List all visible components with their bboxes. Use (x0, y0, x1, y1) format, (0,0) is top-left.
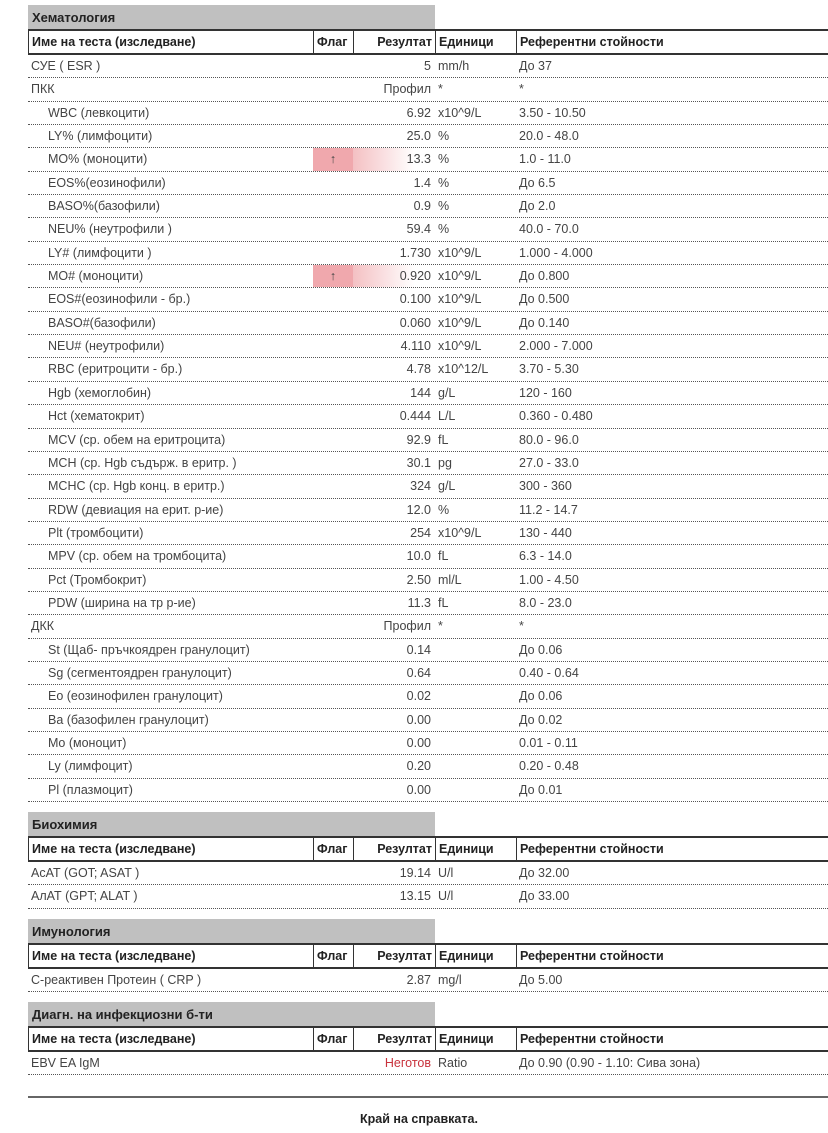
section-0 (28, 5, 828, 802)
test-name-cell: WBC (левкоцити) (48, 105, 150, 120)
test-name-cell: ДКК (31, 619, 55, 634)
result-cell: 0.060 (399, 315, 431, 330)
result-cell: 5 (424, 59, 431, 73)
result-cell: 0.00 (406, 782, 431, 797)
units-cell: Ratio (438, 1056, 468, 1071)
test-name-cell: BASO%(базофили) (48, 199, 160, 214)
header-result: Резултат (354, 1028, 436, 1050)
units-cell: x10^9/L (438, 315, 482, 330)
reference-range-cell: 2.000 - 7.000 (519, 339, 593, 354)
table-row (28, 78, 828, 101)
reference-range-cell: До 5.00 (519, 972, 563, 987)
test-name-cell: NEU# (неутрофили) (48, 339, 165, 354)
result-cell: 0.20 (406, 759, 431, 774)
test-name-cell: АлАТ (GPT; ALAT ) (31, 889, 138, 904)
result-cell: 13.3 (353, 148, 435, 170)
table-header (28, 1026, 828, 1052)
section-title: Имунология (28, 919, 435, 943)
test-name-cell: MPV (ср. обем на тромбоцита) (48, 549, 227, 564)
reference-range-cell: До 32.00 (519, 866, 570, 880)
flag-cell (313, 242, 353, 264)
test-name-cell: RBC (еритроцити - бр.) (48, 362, 183, 377)
header-test-name: Име на теста (изследване) (29, 1028, 314, 1050)
units-cell: ml/L (438, 572, 462, 587)
table-row (28, 685, 828, 708)
flag-cell (313, 569, 353, 591)
flag-cell (313, 405, 353, 427)
table-row (28, 405, 828, 428)
table-row (28, 312, 828, 335)
table-row (28, 55, 828, 78)
header-result: Резултат (354, 31, 436, 53)
test-name-cell: АсАТ (GOT; ASAT ) (31, 866, 140, 880)
test-name-cell: EBV EA IgM (31, 1056, 100, 1071)
section-2 (28, 909, 828, 992)
result-cell: 0.64 (406, 665, 431, 680)
table-row (28, 499, 828, 522)
table-row (28, 242, 828, 265)
test-name-cell: Hgb (хемоглобин) (48, 385, 152, 400)
units-cell (435, 779, 516, 801)
header-flag: Флаг (314, 838, 354, 860)
header-result: Резултат (354, 838, 436, 860)
header-units: Единици (436, 31, 517, 53)
test-name-cell: MCV (ср. обем на еритроцита) (48, 432, 226, 447)
flag-cell (313, 545, 353, 567)
flag-cell (313, 499, 353, 521)
result-cell: 12.0 (406, 502, 431, 517)
result-cell: 2.50 (406, 572, 431, 587)
flag-cell (313, 969, 353, 991)
reference-range-cell: * (519, 82, 524, 97)
flag-cell (313, 709, 353, 731)
result-cell: Неготов (384, 1056, 431, 1071)
flag-cell (313, 358, 353, 380)
table-row (28, 148, 828, 171)
reference-range-cell: 0.360 - 0.480 (519, 409, 593, 424)
table-row (28, 382, 828, 405)
reference-range-cell: 0.40 - 0.64 (519, 665, 579, 680)
table-header (28, 836, 828, 862)
units-cell: mg/l (438, 972, 462, 987)
section-gap (28, 992, 828, 1002)
reference-range-cell: 40.0 - 70.0 (519, 222, 579, 237)
result-cell: 6.92 (406, 105, 431, 120)
units-cell: % (438, 129, 450, 144)
flag-cell (313, 522, 353, 544)
reference-range-cell: До 2.0 (519, 199, 556, 214)
reference-range-cell: 20.0 - 48.0 (519, 129, 579, 144)
units-cell: x10^9/L (438, 525, 482, 540)
flag-cell (313, 335, 353, 357)
table-row (28, 288, 828, 311)
reference-range-cell: 3.50 - 10.50 (519, 105, 586, 120)
table-row (28, 265, 828, 288)
units-cell: % (438, 175, 450, 190)
table-header (28, 29, 828, 55)
reference-range-cell: 1.000 - 4.000 (519, 245, 593, 260)
result-cell: 59.4 (406, 222, 431, 237)
reference-range-cell: До 0.140 (519, 315, 570, 330)
result-cell: 1.730 (399, 245, 431, 260)
header-units: Единици (436, 838, 517, 860)
header-units: Единици (436, 945, 517, 967)
test-name-cell: Plt (тромбоцити) (48, 525, 144, 540)
table-row (28, 102, 828, 125)
test-name-cell: NEU% (неутрофили ) (48, 222, 172, 237)
table-row (28, 862, 828, 885)
flag-cell (313, 862, 353, 884)
section-gap (28, 802, 828, 812)
flag-cell (313, 755, 353, 777)
units-cell: % (438, 222, 450, 237)
reference-range-cell: 120 - 160 (519, 385, 572, 400)
reference-range-cell: 3.70 - 5.30 (519, 362, 579, 377)
units-cell: * (438, 82, 443, 97)
flag-cell (313, 639, 353, 661)
units-cell (435, 755, 516, 777)
section-3 (28, 992, 828, 1075)
result-cell: 0.444 (399, 409, 431, 424)
units-cell: fL (438, 549, 449, 564)
flag-cell (313, 55, 353, 77)
table-row (28, 615, 828, 638)
header-result: Резултат (354, 945, 436, 967)
units-cell: * (438, 619, 443, 634)
test-name-cell: Pct (Тромбокрит) (48, 572, 147, 587)
units-cell: U/l (438, 889, 454, 904)
units-cell: pg (438, 455, 452, 470)
flag-up-arrow-icon: ↑ (313, 148, 353, 170)
units-cell: x10^9/L (438, 292, 482, 307)
test-name-cell: Ly (лимфоцит) (48, 759, 133, 774)
table-row (28, 218, 828, 241)
result-cell: 19.14 (399, 866, 431, 880)
units-cell: g/L (438, 479, 456, 494)
reference-range-cell: * (519, 619, 524, 634)
reference-range-cell: 0.20 - 0.48 (519, 759, 579, 774)
header-flag: Флаг (314, 945, 354, 967)
result-cell: Профил (383, 82, 431, 97)
result-cell: 0.00 (406, 735, 431, 750)
header-reference-range: Референтни стойности (520, 1032, 664, 1047)
test-name-cell: MO% (моноцити) (48, 152, 148, 167)
test-name-cell: MCH (ср. Hgb съдърж. в еритр. ) (48, 455, 237, 470)
result-cell: 11.3 (407, 595, 431, 610)
units-cell: L/L (438, 409, 456, 424)
reference-range-cell: До 0.800 (519, 269, 570, 284)
section-title: Диагн. на инфекциозни б-ти (28, 1002, 435, 1026)
flag-cell (313, 125, 353, 147)
reference-range-cell: 11.2 - 14.7 (519, 502, 578, 517)
test-name-cell: СУЕ ( ESR ) (31, 59, 101, 73)
flag-up-arrow-icon: ↑ (313, 265, 353, 287)
units-cell: % (438, 502, 450, 517)
flag-cell (313, 172, 353, 194)
reference-range-cell: 0.01 - 0.11 (519, 735, 578, 750)
reference-range-cell: 27.0 - 33.0 (519, 455, 579, 470)
units-cell: mm/h (438, 59, 470, 73)
lab-report (28, 5, 828, 1075)
table-row (28, 522, 828, 545)
reference-range-cell: До 0.90 (0.90 - 1.10: Сива зона) (519, 1056, 701, 1071)
test-name-cell: LY% (лимфоцити) (48, 129, 153, 144)
flag-cell (313, 615, 353, 637)
flag-cell (313, 685, 353, 707)
units-cell: U/l (438, 866, 454, 880)
table-row (28, 358, 828, 381)
header-test-name: Име на теста (изследване) (29, 945, 314, 967)
table-row (28, 195, 828, 218)
test-name-cell: Ba (базофилен гранулоцит) (48, 712, 209, 727)
reference-range-cell: До 0.01 (519, 782, 563, 797)
test-name-cell: MCHC (ср. Hgb конц. в еритр.) (48, 479, 225, 494)
flag-cell (313, 732, 353, 754)
header-flag: Флаг (314, 1028, 354, 1050)
header-reference-range: Референтни стойности (520, 35, 664, 49)
units-cell (435, 709, 516, 731)
test-name-cell: LY# (лимфоцити ) (48, 245, 152, 260)
units-cell: x10^12/L (438, 362, 489, 377)
units-cell (435, 662, 516, 684)
test-name-cell: EOS#(еозинофили - бр.) (48, 292, 191, 307)
table-row (28, 545, 828, 568)
result-cell: 10.0 (406, 549, 431, 564)
reference-range-cell: До 0.06 (519, 642, 563, 657)
flag-cell (313, 312, 353, 334)
table-row (28, 429, 828, 452)
result-cell: 0.00 (406, 712, 431, 727)
test-name-cell: Eo (еозинофилен гранулоцит) (48, 689, 223, 704)
header-reference-range: Референтни стойности (520, 948, 664, 963)
reference-range-cell: 80.0 - 96.0 (519, 432, 579, 447)
header-units: Единици (436, 1028, 517, 1050)
table-row (28, 755, 828, 778)
reference-range-cell: До 0.02 (519, 712, 563, 727)
units-cell (435, 732, 516, 754)
table-row (28, 592, 828, 615)
units-cell: fL (438, 595, 449, 610)
flag-cell (313, 218, 353, 240)
reference-range-cell: 6.3 - 14.0 (519, 549, 572, 564)
table-row (28, 475, 828, 498)
result-cell: 4.110 (400, 339, 431, 354)
flag-cell (313, 382, 353, 404)
table-row (28, 969, 828, 992)
flag-cell (313, 779, 353, 801)
flag-cell (313, 102, 353, 124)
result-cell: 0.9 (413, 199, 431, 214)
result-cell: 0.14 (406, 642, 431, 657)
units-cell: x10^9/L (438, 105, 482, 120)
result-cell: 324 (410, 479, 431, 494)
section-gap (28, 909, 828, 919)
units-cell: g/L (438, 385, 456, 400)
table-row (28, 709, 828, 732)
test-name-cell: PDW (ширина на тр р-ие) (48, 595, 196, 610)
table-row (28, 452, 828, 475)
header-flag: Флаг (314, 31, 354, 53)
table-row (28, 662, 828, 685)
table-row (28, 172, 828, 195)
units-cell: x10^9/L (438, 245, 482, 260)
reference-range-cell: До 0.500 (519, 292, 570, 307)
reference-range-cell: 1.00 - 4.50 (519, 572, 579, 587)
flag-cell (313, 475, 353, 497)
flag-cell (313, 288, 353, 310)
table-row (28, 335, 828, 358)
test-name-cell: Mo (моноцит) (48, 735, 127, 750)
report-footer: Край на справката. (360, 1112, 478, 1126)
header-test-name: Име на теста (изследване) (29, 31, 314, 53)
units-cell: % (438, 199, 450, 214)
result-cell: 0.02 (406, 689, 431, 704)
units-cell: x10^9/L (438, 269, 482, 284)
flag-cell (313, 1052, 353, 1074)
units-cell (435, 639, 516, 661)
table-header (28, 943, 828, 969)
reference-range-cell: До 6.5 (519, 175, 556, 190)
test-name-cell: BASO#(базофили) (48, 315, 156, 330)
reference-range-cell: До 37 (519, 59, 552, 73)
result-cell: 254 (410, 525, 431, 540)
section-title: Хематология (28, 5, 435, 29)
flag-cell (313, 78, 353, 100)
test-name-cell: ПКК (31, 82, 55, 97)
test-name-cell: MO# (моноцити) (48, 269, 144, 284)
end-divider (28, 1096, 828, 1098)
result-cell: 30.1 (406, 455, 431, 470)
result-cell: 144 (410, 385, 431, 400)
test-name-cell: St (Щаб- пръчкоядрен гранулоцит) (48, 642, 250, 657)
units-cell (435, 685, 516, 707)
reference-range-cell: 300 - 360 (519, 479, 572, 494)
result-cell: 1.4 (413, 175, 431, 190)
flag-cell (313, 452, 353, 474)
reference-range-cell: До 0.06 (519, 689, 563, 704)
flag-cell (313, 662, 353, 684)
test-name-cell: EOS%(еозинофили) (48, 175, 166, 190)
flag-cell (313, 429, 353, 451)
flag-cell (313, 592, 353, 614)
result-cell: 2.87 (406, 972, 431, 987)
units-cell: % (438, 152, 450, 167)
table-row (28, 569, 828, 592)
header-test-name: Име на теста (изследване) (29, 838, 314, 860)
result-cell: 4.78 (406, 362, 431, 377)
table-row (28, 639, 828, 662)
table-row (28, 125, 828, 148)
reference-range-cell: 130 - 440 (519, 525, 572, 540)
result-cell: 0.100 (399, 292, 431, 307)
table-row (28, 885, 828, 908)
header-reference-range: Референтни стойности (520, 842, 664, 856)
units-cell: fL (438, 432, 449, 447)
flag-cell (313, 195, 353, 217)
result-cell: 0.920 (353, 265, 435, 287)
reference-range-cell: 8.0 - 23.0 (519, 595, 572, 610)
section-title: Биохимия (28, 812, 435, 836)
result-cell: 92.9 (406, 432, 431, 447)
result-cell: 13.15 (399, 889, 431, 904)
flag-cell (313, 885, 353, 907)
test-name-cell: С-реактивен Протеин ( CRP ) (31, 972, 202, 987)
result-cell: 25.0 (406, 129, 431, 144)
test-name-cell: RDW (девиация на ерит. р-ие) (48, 502, 224, 517)
table-row (28, 1052, 828, 1075)
result-cell: Профил (383, 619, 431, 634)
test-name-cell: Hct (хематокрит) (48, 409, 145, 424)
test-name-cell: Pl (плазмоцит) (48, 782, 133, 797)
units-cell: x10^9/L (438, 339, 482, 354)
reference-range-cell: До 33.00 (519, 889, 570, 904)
table-row (28, 732, 828, 755)
test-name-cell: Sg (сегментоядрен гранулоцит) (48, 665, 232, 680)
reference-range-cell: 1.0 - 11.0 (519, 152, 571, 167)
section-1 (28, 802, 828, 909)
table-row (28, 779, 828, 802)
